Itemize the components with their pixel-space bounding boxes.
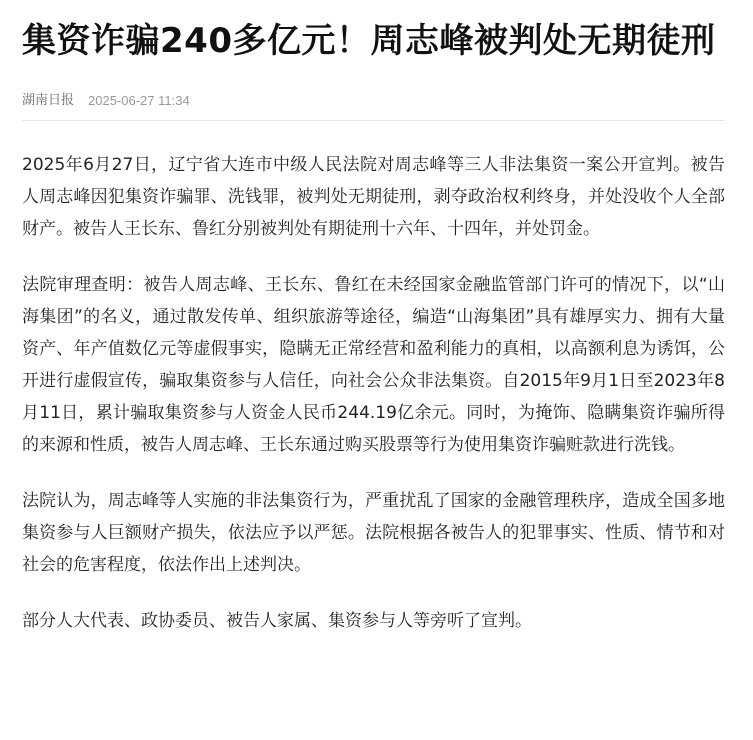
meta-divider xyxy=(22,120,725,121)
paragraph-findings: 法院审理查明：被告人周志峰、王长东、鲁红在未经国家金融监管部门许可的情况下，以“山海集团”的名义，通过散发传单、组织旅游等途径，编造“山海集团”具有雄厚实力、拥有大量资产、年产值数亿元等虚假事实，隐瞒无正常经营和盈利能力的真相，以高额利息为诱饵，公开进行虚假宣传，骗取集资参与人信任，向社会公众非法集资。自2015年9月1日至2023年8月11日，累计骗取集资参与人资金人民币244.19亿余元。同时，为掩饰、隐瞒集资诈骗所得的来源和性质，被告人周志峰、王长东通过购买股票等行为使用集资诈骗赃款进行洗钱。 xyxy=(22,275,725,455)
paragraph-court-opinion: 法院认为，周志峰等人实施的非法集资行为，严重扰乱了国家的金融管理秩序，造成全国多地集资参与人巨额财产损失，依法应予以严惩。法院根据各被告人的犯罪事实、性质、情节和对社会的危害程度，依法作出上述判决。 xyxy=(22,491,725,575)
article-body xyxy=(22,149,725,637)
article-title: 集资诈骗240多亿元！周志峰被判处无期徒刑 xyxy=(22,21,716,61)
article-date: 2025-06-27 11:34 xyxy=(88,93,190,108)
paragraph-attendees: 部分人大代表、政协委员、被告人家属、集资参与人等旁听了宣判。 xyxy=(22,611,532,631)
article-source[interactable]: 湖南日报 xyxy=(22,93,75,108)
paragraph-verdict: 2025年6月27日，辽宁省大连市中级人民法院对周志峰等三人非法集资一案公开宣判。被告人周志峰因犯集资诈骗罪、洗钱罪，被判处无期徒刑，剥夺政治权利终身，并处没收个人全部财产。被告人王长东、鲁红分别被判处有期徒刑十六年、十四年，并处罚金。 xyxy=(22,155,725,239)
article-meta xyxy=(22,92,725,110)
